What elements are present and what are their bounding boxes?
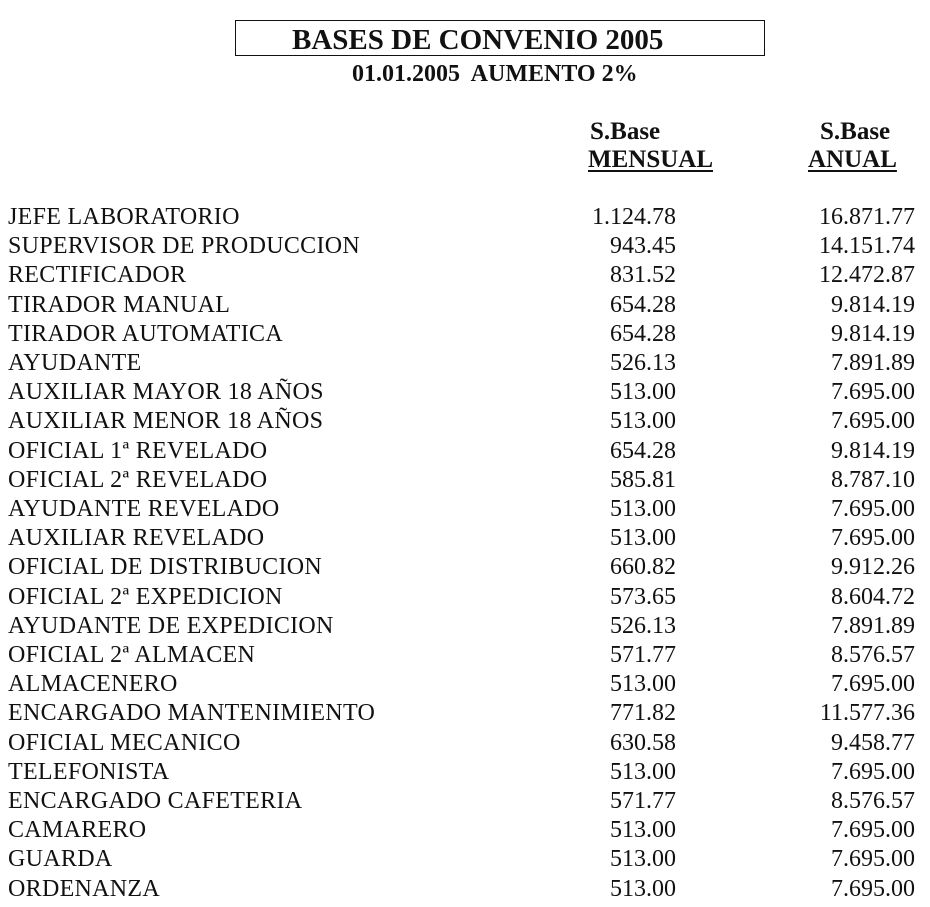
table-row — [0, 875, 930, 904]
monthly-base-value: 513.00 — [610, 875, 676, 902]
table-row — [0, 758, 930, 787]
monthly-base-value: 571.77 — [610, 642, 676, 668]
table-row — [0, 349, 930, 378]
table-row — [0, 641, 930, 670]
table-row — [0, 495, 930, 524]
monthly-base-value: 573.65 — [610, 583, 676, 610]
category-label: ENCARGADO MANTENIMIENTO — [8, 700, 376, 727]
category-label: CAMARERO — [8, 817, 147, 844]
annual-base-value: 7.695.00 — [831, 496, 915, 522]
monthly-base-value: 513.00 — [610, 671, 676, 698]
annual-base-value: 9.814.19 — [831, 291, 915, 318]
category-label: AUXILIAR REVELADO — [8, 525, 265, 552]
category-label: TIRADOR AUTOMATICA — [8, 320, 283, 347]
category-label: GUARDA — [8, 846, 113, 873]
category-label: ALMACENERO — [8, 671, 178, 698]
table-row — [0, 378, 930, 407]
table-row — [0, 261, 930, 290]
monthly-base-value: 513.00 — [610, 817, 676, 844]
annual-base-value: 12.472.87 — [819, 262, 915, 289]
table-row — [0, 699, 930, 728]
category-label: AYUDANTE — [8, 350, 142, 376]
annual-base-value: 14.151.74 — [819, 233, 915, 260]
table-row — [0, 612, 930, 641]
monthly-base-value: 513.00 — [610, 379, 676, 406]
monthly-base-value: 654.28 — [610, 320, 676, 347]
category-label: TIRADOR MANUAL — [8, 291, 231, 318]
table-row — [0, 437, 930, 466]
table-row — [0, 232, 930, 261]
monthly-base-value: 513.00 — [610, 525, 676, 552]
monthly-base-value: 771.82 — [610, 700, 676, 727]
monthly-base-value: 513.00 — [610, 758, 676, 785]
table-row — [0, 524, 930, 553]
document-title: BASES DE CONVENIO 2005 — [292, 24, 664, 56]
table-row — [0, 320, 930, 349]
category-label: RECTIFICADOR — [8, 262, 187, 289]
category-label: ORDENANZA — [8, 875, 161, 902]
category-label: AYUDANTE REVELADO — [8, 496, 280, 522]
monthly-base-value: 654.28 — [610, 437, 676, 464]
table-row — [0, 729, 930, 758]
category-label: AUXILIAR MENOR 18 AÑOS — [8, 408, 324, 435]
category-label: OFICIAL 2ª EXPEDICION — [8, 583, 283, 610]
monthly-base-value: 654.28 — [610, 291, 676, 318]
annual-base-value: 9.814.19 — [831, 320, 915, 347]
annual-base-value: 7.695.00 — [831, 875, 915, 902]
annual-base-value: 7.695.00 — [831, 408, 915, 435]
monthly-base-value: 585.81 — [610, 466, 676, 493]
annual-base-value: 9.912.26 — [831, 554, 915, 581]
monthly-base-value: 513.00 — [610, 846, 676, 873]
annual-base-value: 8.604.72 — [831, 583, 915, 610]
document-subtitle: 01.01.2005 AUMENTO 2% — [352, 61, 638, 87]
monthly-base-value: 1.124.78 — [592, 204, 676, 230]
category-label: ENCARGADO CAFETERIA — [8, 788, 303, 814]
table-row — [0, 203, 930, 232]
table-row — [0, 845, 930, 874]
monthly-base-value: 513.00 — [610, 408, 676, 435]
annual-base-value: 9.814.19 — [831, 437, 915, 464]
annual-base-value: 7.695.00 — [831, 671, 915, 698]
annual-base-value: 7.695.00 — [831, 379, 915, 406]
category-label: AYUDANTE DE EXPEDICION — [8, 612, 334, 639]
annual-base-value: 8.576.57 — [831, 788, 915, 814]
table-row — [0, 816, 930, 845]
annual-base-value: 7.891.89 — [831, 350, 915, 376]
table-row — [0, 670, 930, 699]
annual-column-header-line2: ANUAL — [808, 146, 897, 173]
annual-base-value: 11.577.36 — [819, 700, 915, 727]
category-label: JEFE LABORATORIO — [8, 204, 240, 230]
monthly-base-value: 831.52 — [610, 262, 676, 289]
table-row — [0, 583, 930, 612]
annual-base-value: 7.695.00 — [831, 758, 915, 785]
monthly-base-value: 571.77 — [610, 788, 676, 814]
monthly-base-value: 660.82 — [610, 554, 676, 581]
annual-base-value: 9.458.77 — [831, 729, 915, 756]
table-row — [0, 553, 930, 582]
monthly-column-header-line1: S.Base — [590, 118, 661, 145]
category-label: OFICIAL 2ª REVELADO — [8, 466, 268, 493]
table-row — [0, 291, 930, 320]
annual-base-value: 7.695.00 — [831, 525, 915, 552]
annual-base-value: 8.787.10 — [831, 466, 915, 493]
monthly-base-value: 943.45 — [610, 233, 676, 260]
category-label: OFICIAL MECANICO — [8, 729, 241, 756]
annual-base-value: 7.695.00 — [831, 817, 915, 844]
table-row — [0, 787, 930, 816]
category-label: OFICIAL 2ª ALMACEN — [8, 642, 256, 668]
annual-column-header-line1: S.Base — [820, 118, 891, 145]
annual-base-value: 7.695.00 — [831, 846, 915, 873]
category-label: SUPERVISOR DE PRODUCCION — [8, 233, 361, 260]
monthly-column-header-line2: MENSUAL — [588, 146, 714, 173]
category-label: OFICIAL 1ª REVELADO — [8, 437, 268, 464]
monthly-base-value: 630.58 — [610, 729, 676, 756]
monthly-base-value: 526.13 — [610, 350, 676, 376]
category-label: OFICIAL DE DISTRIBUCION — [8, 554, 323, 581]
table-row — [0, 466, 930, 495]
monthly-base-value: 526.13 — [610, 612, 676, 639]
annual-base-value: 8.576.57 — [831, 642, 915, 668]
category-label: TELEFONISTA — [8, 758, 170, 785]
category-label: AUXILIAR MAYOR 18 AÑOS — [8, 379, 324, 406]
title-box — [235, 20, 765, 56]
salary-table — [0, 203, 930, 904]
annual-base-value: 16.871.77 — [819, 204, 915, 230]
table-row — [0, 407, 930, 436]
monthly-base-value: 513.00 — [610, 496, 676, 522]
annual-base-value: 7.891.89 — [831, 612, 915, 639]
